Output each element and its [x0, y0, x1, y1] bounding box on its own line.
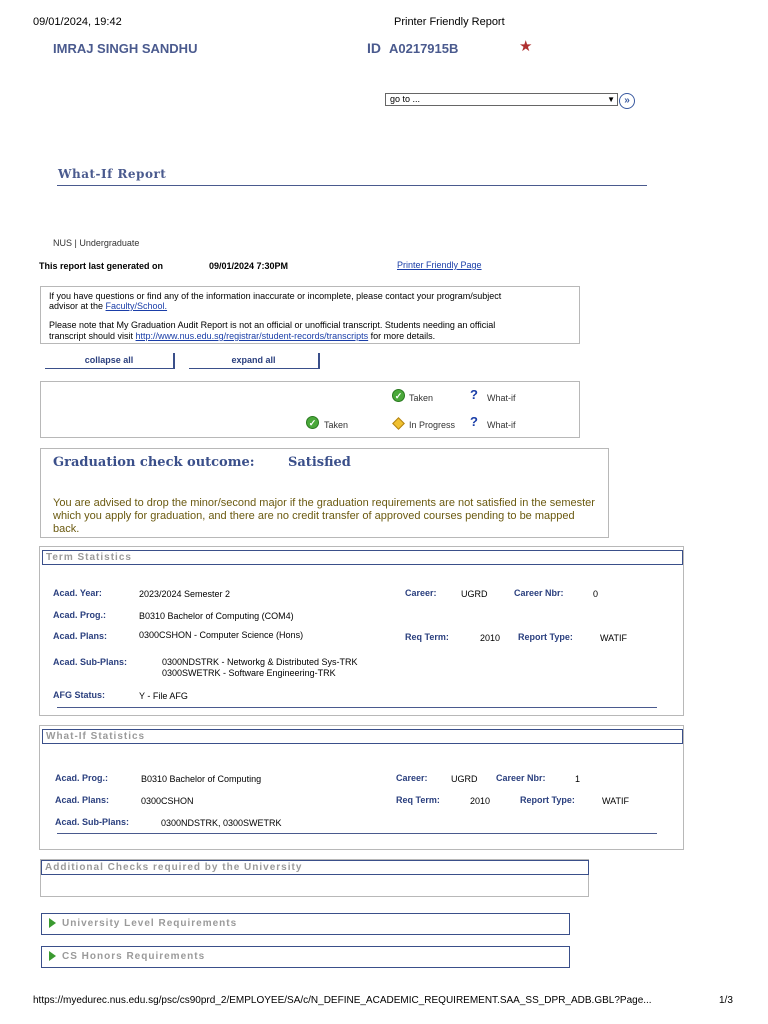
- notice-line-4-suffix: for more details.: [368, 331, 436, 341]
- notice-line-4-prefix: transcript should visit: [49, 331, 136, 341]
- requirement-label: CS Honors Requirements: [62, 951, 206, 962]
- double-arrow-icon: »: [624, 95, 630, 106]
- print-page-title: Printer Friendly Report: [394, 16, 505, 28]
- whatif-question-icon: ?: [470, 387, 478, 402]
- expand-all-button[interactable]: expand all: [189, 353, 320, 369]
- legend-whatif-label: What-if: [487, 393, 516, 403]
- outcome-heading: Graduation check outcome:: [53, 455, 255, 470]
- req-term-value: 2010: [470, 796, 491, 806]
- term-statistics-panel: [39, 546, 684, 716]
- expand-triangle-icon: [49, 918, 56, 928]
- favorite-star-icon[interactable]: ★: [519, 38, 533, 55]
- print-datetime: 09/01/2024, 19:42: [33, 16, 122, 28]
- acad-prog-value: B0310 Bachelor of Computing (COM4): [139, 611, 294, 621]
- req-term-label: Req Term:: [405, 632, 449, 642]
- whatif-statistics-panel: [39, 725, 684, 850]
- requirement-university-level[interactable]: [41, 913, 570, 935]
- report-type-value: WATIF: [602, 796, 629, 806]
- acad-prog-value: B0310 Bachelor of Computing: [141, 774, 262, 784]
- in-progress-diamond-icon: [392, 417, 405, 430]
- print-page-count: 1/3: [719, 995, 733, 1006]
- acad-year-value: 2023/2024 Semester 2: [139, 589, 231, 599]
- sub-plan-2: 0300SWETRK - Software Engineering-TRK: [162, 668, 336, 678]
- notice-line-2-prefix: advisor at the: [49, 301, 106, 311]
- expand-triangle-icon: [49, 951, 56, 961]
- acad-plans-value: 0300CSHON - Computer Science (Hons): [139, 630, 304, 640]
- requirement-label: University Level Requirements: [62, 918, 238, 929]
- acad-prog-label: Acad. Prog.:: [55, 773, 109, 783]
- report-type-value: WATIF: [600, 633, 627, 643]
- chevron-down-icon: ▼: [607, 95, 615, 104]
- req-term-label: Req Term:: [396, 795, 440, 805]
- legend-taken-label-2: Taken: [324, 420, 349, 430]
- print-url: https://myedurec.nus.edu.sg/psc/cs90prd_2/EMPLOYEE/SA/c/N_DEFINE_ACADEMIC_REQUIREMENT.SAA_SS_DPR_ADB.GBL?Page...: [33, 995, 652, 1006]
- student-name: IMRAJ SINGH SANDHU: [53, 41, 198, 56]
- req-term-value: 2010: [480, 633, 501, 643]
- requirement-cs-honors[interactable]: [41, 946, 570, 968]
- graduation-outcome-box: [40, 448, 609, 538]
- acad-sub-plans-label: Acad. Sub-Plans:: [55, 817, 130, 827]
- career-nbr-label: Career Nbr:: [514, 588, 564, 598]
- legend-in-progress-label: In Progress: [409, 420, 456, 430]
- generated-value: 09/01/2024 7:30PM: [209, 261, 289, 271]
- notice-box: [40, 286, 580, 344]
- term-statistics-divider: [57, 707, 657, 708]
- acad-plans-value: 0300CSHON: [141, 796, 194, 806]
- taken-check-icon: ✓: [306, 416, 319, 429]
- goto-select[interactable]: [385, 93, 618, 106]
- go-button[interactable]: [619, 93, 635, 109]
- career-nbr-label: Career Nbr:: [496, 773, 546, 783]
- additional-checks-header: Additional Checks required by the University: [41, 860, 589, 875]
- legend-box: [40, 381, 580, 438]
- additional-checks-panel: [40, 859, 589, 897]
- acad-plans-label: Acad. Plans:: [53, 631, 108, 641]
- student-id-value: A0217915B: [389, 41, 459, 56]
- career-nbr-value: 0: [593, 589, 599, 599]
- acad-sub-plans-label: Acad. Sub-Plans:: [53, 657, 128, 667]
- report-type-label: Report Type:: [518, 632, 573, 642]
- outcome-status: Satisfied: [288, 455, 351, 470]
- institution-label: NUS | Undergraduate: [53, 238, 140, 248]
- acad-plans-label: Acad. Plans:: [55, 795, 110, 805]
- outcome-advice: You are advised to drop the minor/second major if the graduation requirements are not satisfied in the semester which you apply for graduation, and there are no credit transfer of approved courses pending to be mapped back.: [53, 497, 595, 535]
- notice-line-3: Please note that My Graduation Audit Report is not an official or unofficial transcript. Students needing an official: [49, 320, 496, 330]
- report-type-label: Report Type:: [520, 795, 575, 805]
- notice-line-2: [49, 301, 167, 311]
- generated-label: This report last generated on: [39, 261, 164, 271]
- legend-taken-label: Taken: [409, 393, 434, 403]
- career-value: UGRD: [451, 774, 478, 784]
- collapse-all-button[interactable]: collapse all: [45, 353, 175, 369]
- afg-status-value: Y - File AFG: [139, 691, 188, 701]
- sub-plan-1: 0300NDSTRK - Networkg & Distributed Sys-TRK: [162, 657, 358, 667]
- whatif-statistics-header: What-If Statistics: [42, 729, 683, 744]
- report-title: What-If Report: [58, 167, 167, 181]
- whatif-question-icon: ?: [470, 414, 478, 429]
- notice-line-4: [49, 331, 435, 341]
- transcripts-link[interactable]: http://www.nus.edu.sg/registrar/student-records/transcripts: [135, 331, 369, 341]
- term-statistics-header: Term Statistics: [42, 550, 683, 565]
- legend-whatif-label-2: What-if: [487, 420, 516, 430]
- career-nbr-value: 1: [575, 774, 581, 784]
- acad-prog-label: Acad. Prog.:: [53, 610, 107, 620]
- printer-friendly-link[interactable]: Printer Friendly Page: [397, 260, 482, 270]
- career-value: UGRD: [461, 589, 488, 599]
- afg-status-label: AFG Status:: [53, 690, 106, 700]
- goto-select-value: go to ...: [390, 94, 421, 104]
- faculty-school-link[interactable]: Faculty/School.: [105, 301, 168, 311]
- whatif-statistics-divider: [57, 833, 657, 834]
- title-divider: [57, 185, 647, 186]
- taken-check-icon: ✓: [392, 389, 405, 402]
- acad-year-label: Acad. Year:: [53, 588, 102, 598]
- student-id-label: ID: [367, 40, 381, 56]
- career-label: Career:: [396, 773, 428, 783]
- acad-sub-plans-value: 0300NDSTRK, 0300SWETRK: [161, 818, 282, 828]
- notice-line-1: If you have questions or find any of the information inaccurate or incomplete, please contact your program/subject: [49, 291, 502, 301]
- career-label: Career:: [405, 588, 437, 598]
